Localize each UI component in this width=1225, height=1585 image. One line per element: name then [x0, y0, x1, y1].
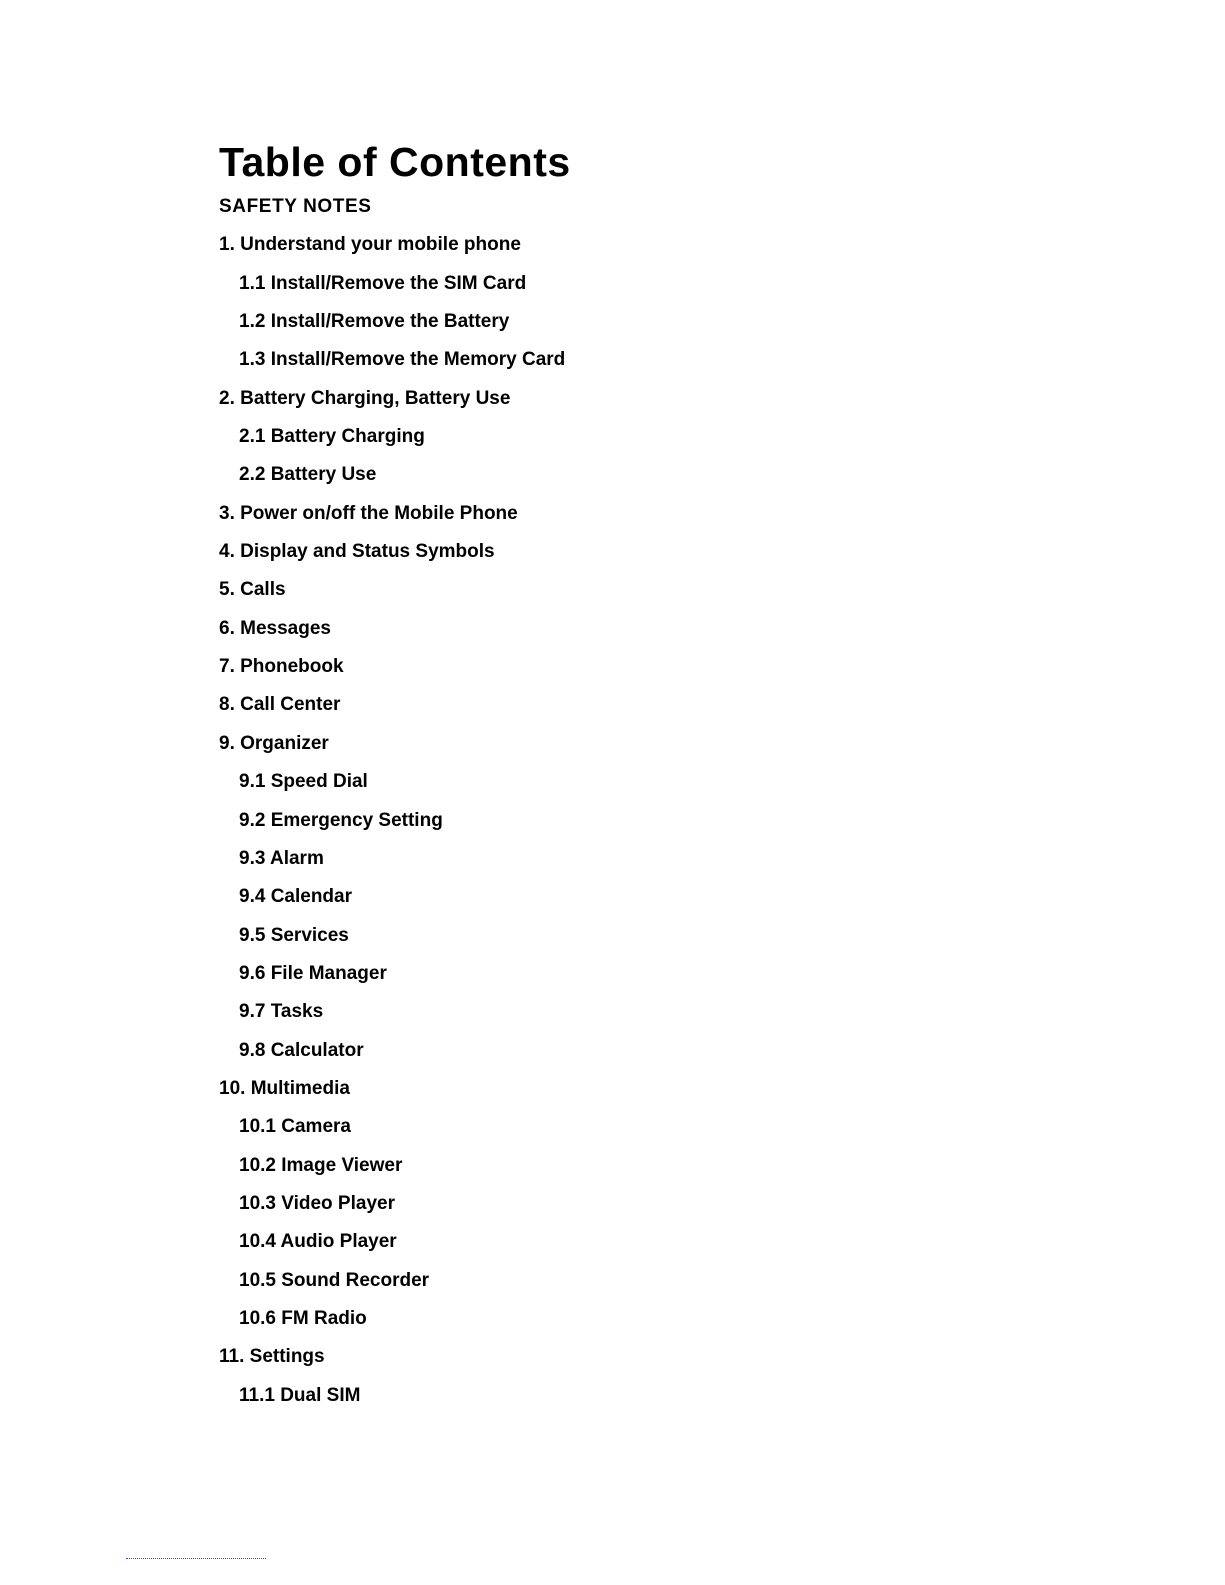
toc-subentry: 10.1 Camera [239, 1116, 351, 1138]
toc-subentry: 11.1 Dual SIM [239, 1384, 361, 1406]
toc-entry: 6. Messages [219, 617, 331, 639]
toc-subentry: 10.6 FM Radio [239, 1307, 367, 1329]
toc-entry: 1. Understand your mobile phone [219, 234, 521, 256]
toc-subentry: 10.3 Video Player [239, 1192, 395, 1214]
toc-subentry: 10.5 Sound Recorder [239, 1269, 430, 1291]
toc-entry: 2. Battery Charging, Battery Use [219, 387, 511, 409]
toc-subentry: 1.2 Install/Remove the Battery [239, 311, 510, 333]
page-title: Table of Contents [219, 139, 571, 185]
table-of-contents [219, 188, 565, 1415]
toc-subentry: 10.2 Image Viewer [239, 1154, 403, 1176]
toc-entry: 9. Organizer [219, 732, 329, 754]
toc-entry: 10. Multimedia [219, 1077, 350, 1099]
toc-entry: 3. Power on/off the Mobile Phone [219, 502, 518, 524]
toc-subentry: 9.2 Emergency Setting [239, 809, 443, 831]
toc-entry: 7. Phonebook [219, 656, 344, 678]
toc-subentry: 9.6 File Manager [239, 962, 387, 984]
toc-subentry: 10.4 Audio Player [239, 1231, 397, 1253]
toc-entry: 5. Calls [219, 579, 286, 601]
toc-subentry: 2.2 Battery Use [239, 464, 377, 486]
toc-entry: SAFETY NOTES [219, 196, 372, 217]
toc-subentry: 9.7 Tasks [239, 1001, 324, 1023]
toc-subentry: 9.4 Calendar [239, 886, 352, 908]
toc-entry: 11. Settings [219, 1346, 325, 1368]
toc-subentry: 1.3 Install/Remove the Memory Card [239, 349, 566, 371]
toc-entry: 8. Call Center [219, 694, 341, 716]
footnote-divider [126, 1558, 266, 1559]
toc-subentry: 9.1 Speed Dial [239, 771, 368, 793]
toc-subentry: 2.1 Battery Charging [239, 426, 425, 448]
toc-subentry: 9.3 Alarm [239, 847, 324, 869]
toc-subentry: 1.1 Install/Remove the SIM Card [239, 272, 527, 294]
toc-subentry: 9.8 Calculator [239, 1039, 364, 1061]
toc-subentry: 9.5 Services [239, 924, 349, 946]
toc-entry: 4. Display and Status Symbols [219, 541, 495, 563]
